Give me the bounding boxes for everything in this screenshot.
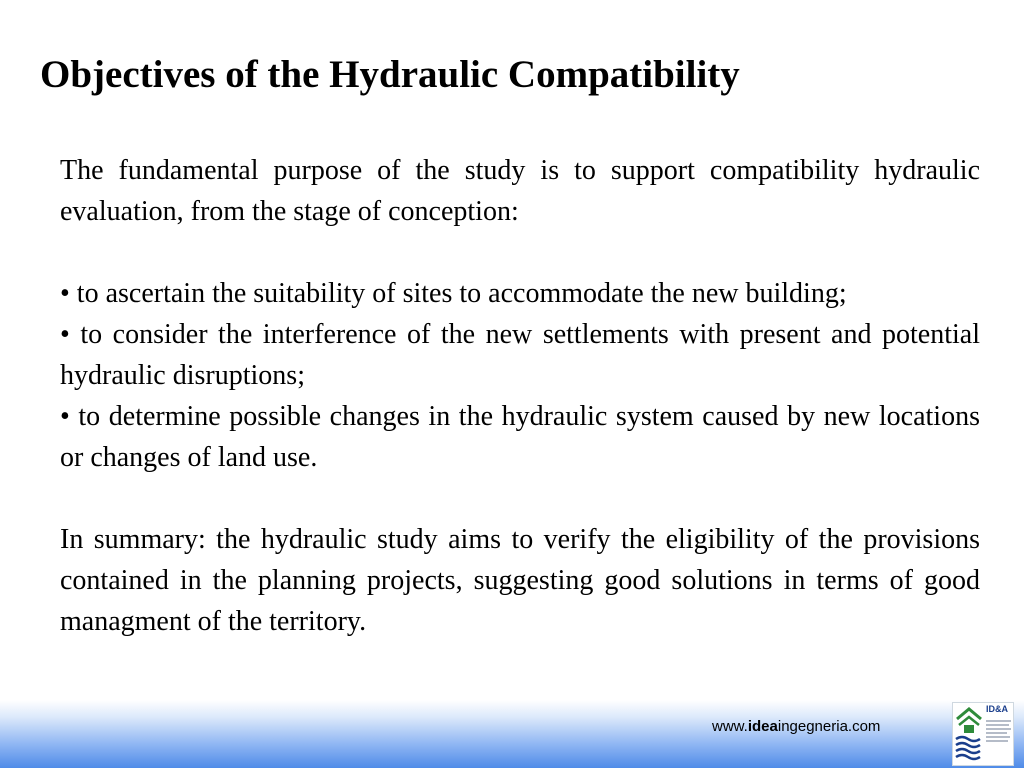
bullet-item-3: • to determine possible changes in the hydraulic system caused by new locations or changes of land use. [60,401,980,473]
intro-paragraph: The fundamental purpose of the study is to support compatibility hydraulic evaluation, from the stage of conception: [60,155,980,227]
summary-paragraph: In summary: the hydraulic study aims to verify the eligibility of the provisions contained in the planning projects, suggesting good solutions in terms of good managment of the territory. [60,524,980,637]
company-logo [952,702,1014,766]
website-url[interactable] [712,718,880,735]
slide-title: Objectives of the Hydraulic Compatibility [40,53,740,96]
paragraph-spacer [60,478,980,519]
paragraph-spacer [60,232,980,273]
slide-body [60,150,980,642]
bullet-item-1: • to ascertain the suitability of sites to accommodate the new building; [60,278,847,309]
website-suffix: ingegneria.com [777,718,881,735]
bullet-item-2: • to consider the interference of the new settlements with present and potential hydraulic disruptions; [60,319,980,391]
website-brand: idea [747,718,778,735]
website-prefix: www. [712,718,748,735]
logo-text: ID&A [986,704,1008,714]
